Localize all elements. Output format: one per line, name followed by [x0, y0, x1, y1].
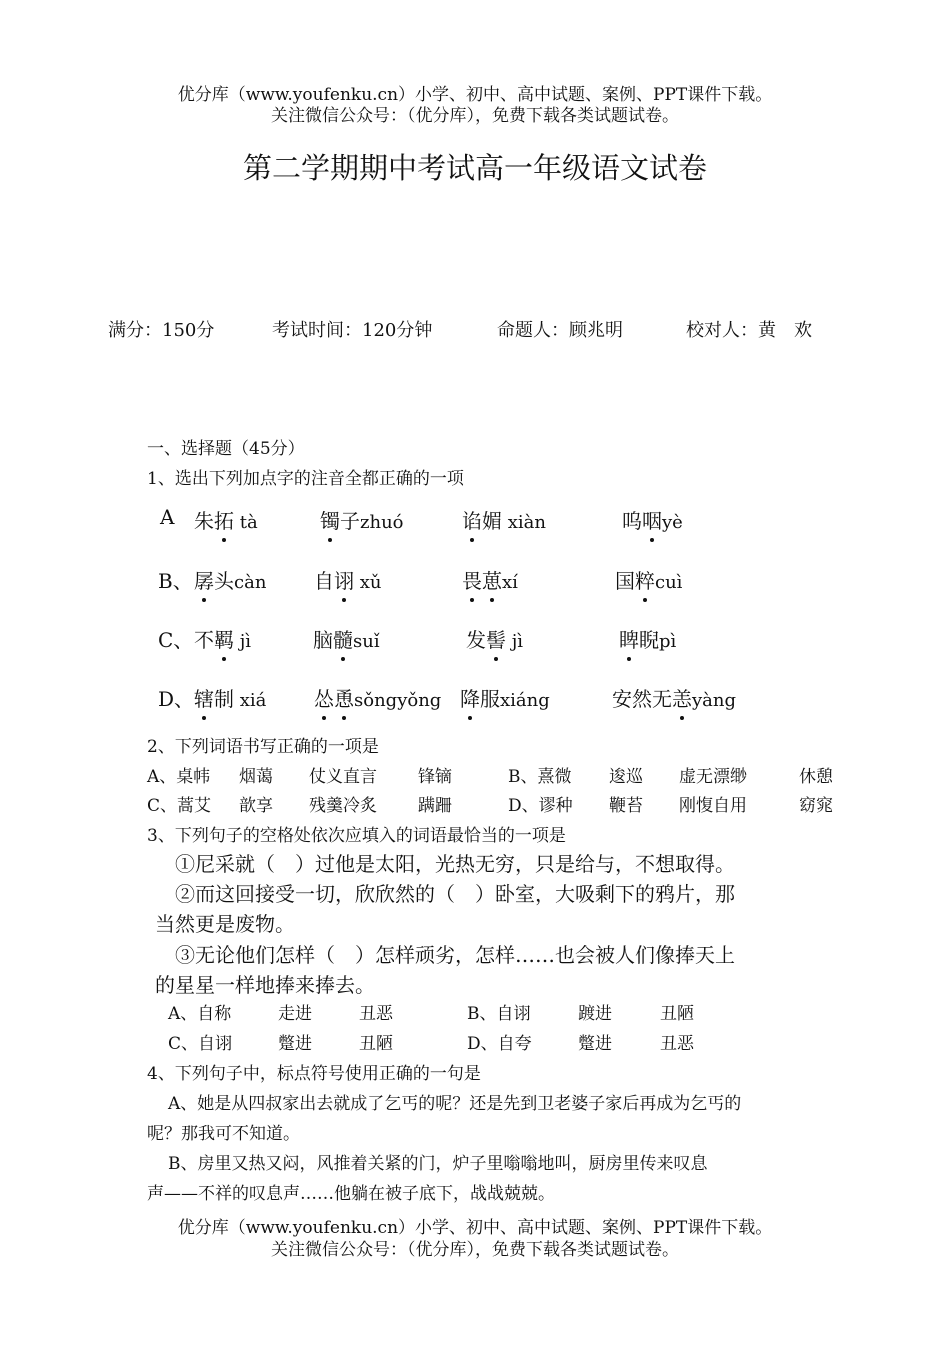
word-suffix: 子: [340, 509, 360, 533]
q3-sentence-2a: ②而这回接受一切，欣欣然的（ ）卧室，大吸剩下的鸦片，那: [175, 882, 735, 906]
dotted-character: 孱: [194, 565, 214, 594]
q3-sentence-3b: 的星星一样地捧来捧去。: [155, 973, 375, 997]
q1-stem: 1、选出下列加点字的注音全都正确的一项: [147, 469, 464, 489]
q1-word: [619, 624, 676, 653]
pinyin: xiáng: [500, 690, 550, 711]
q2-option-term: 窈窕: [799, 796, 833, 816]
q1-word: [194, 624, 251, 653]
word-suffix: 葸: [482, 565, 502, 594]
pinyin: jì: [234, 631, 252, 652]
q4-option-a-line-2: 呢？那我可不知道。: [147, 1124, 300, 1144]
pinyin: yè: [662, 512, 683, 533]
meta-score: 满分：150分: [108, 320, 215, 341]
q1-word: [460, 683, 550, 712]
q3-sentence-2b: 当然更是废物。: [155, 912, 295, 936]
pinyin: pì: [659, 631, 677, 652]
q2-stem: 2、下列词语书写正确的一项是: [147, 737, 379, 757]
footer-line-1: 优分库（www.youfenku.cn）小学、初中、高中试题、案例、PPT课件下载。: [177, 1218, 773, 1238]
q2-option-term: 蹒跚: [418, 796, 452, 816]
header-line-2: 关注微信公众号：（优分库），免费下载各类试题试卷。: [271, 106, 679, 126]
q2-option-term: 休憩: [799, 767, 833, 787]
page-title: 第二学期期中考试高一年级语文试卷: [242, 151, 707, 185]
q4-option-b-line-2: 声——不祥的叹息声……他躺在被子底下，战战兢兢。: [147, 1184, 555, 1204]
q1-word: [466, 624, 523, 653]
word-prefix: 自: [314, 569, 334, 593]
dotted-character: 羁: [214, 624, 234, 653]
q2-option-term: 锋镝: [418, 767, 452, 787]
dotted-character: 怂: [314, 683, 334, 712]
dotted-character: 睥: [619, 624, 639, 653]
q3-option-term: 走进: [278, 1004, 312, 1024]
q1-word: [194, 683, 266, 712]
dotted-character: 粹: [635, 565, 655, 594]
pinyin: zhuó: [360, 512, 404, 533]
word-suffix: 恿: [334, 683, 354, 712]
q2-option-term: B、熹微: [508, 767, 572, 787]
q2-option-term: A、桌帏: [147, 767, 211, 787]
section-heading: 一、选择题（45分）: [147, 439, 305, 459]
q2-option-term: D、谬种: [508, 796, 573, 816]
q4-option-a-line-1: A、她是从四叔家出去就成了乞丐的呢？还是先到卫老婆子家后再成为乞丐的: [168, 1094, 742, 1114]
q2-option-term: 烟蔼: [239, 767, 273, 787]
q1-word: [612, 683, 736, 712]
pinyin: yàng: [692, 690, 737, 711]
word-suffix: 头: [214, 569, 234, 593]
q1-word: [615, 565, 682, 594]
q2-option-term: 鞭苔: [609, 796, 643, 816]
q1-word: [314, 565, 381, 594]
q3-option-term: 丑陋: [660, 1004, 694, 1024]
pinyin: xǔ: [354, 572, 382, 593]
dotted-character: 咽: [642, 505, 662, 534]
dotted-character: 辖: [194, 683, 214, 712]
word-prefix: 呜: [622, 509, 642, 533]
dotted-character: 谄: [462, 505, 482, 534]
q3-sentence-3a: ③无论他们怎样（ ）怎样顽劣，怎样……也会被人们像捧天上: [175, 943, 735, 967]
pinyin: cuì: [655, 572, 683, 593]
dotted-character: 髓: [333, 624, 353, 653]
pinyin: xí: [502, 572, 518, 593]
dotted-character: 畏: [462, 565, 482, 594]
dotted-character: 拓: [214, 505, 234, 534]
q3-option-term: 蹩进: [578, 1034, 612, 1054]
q3-sentence-1: ①尼采就（ ）过他是太阳，光热无穷，只是给与，不想取得。: [175, 852, 735, 876]
q1-option-label: D、: [158, 687, 195, 711]
word-prefix: 朱: [194, 509, 214, 533]
q3-option-term: 蹩进: [278, 1034, 312, 1054]
meta-time: 考试时间：120分钟: [272, 320, 433, 341]
q3-option-term: D、自夸: [467, 1034, 532, 1054]
q1-word: [194, 505, 258, 534]
q1-option-label: B、: [158, 569, 193, 593]
pinyin: tà: [234, 512, 258, 533]
dotted-character: 髻: [486, 624, 506, 653]
q4-option-b-line-1: B、房里又热又闷，风推着关紧的门，炉子里嗡嗡地叫，厨房里传来叹息: [168, 1154, 708, 1174]
q3-option-term: 丑恶: [660, 1034, 694, 1054]
word-prefix: 安然无: [612, 687, 672, 711]
q3-option-term: A、自称: [168, 1004, 232, 1024]
q2-option-term: 逡巡: [609, 767, 643, 787]
footer-line-2: 关注微信公众号：（优分库），免费下载各类试题试卷。: [271, 1240, 679, 1260]
q1-option-label: C、: [158, 628, 194, 652]
word-prefix: 发: [466, 628, 486, 652]
pinyin: jì: [506, 631, 524, 652]
q3-option-term: 丑恶: [359, 1004, 393, 1024]
q3-option-term: 丑陋: [359, 1034, 393, 1054]
q1-word: [194, 565, 266, 594]
q4-stem: 4、下列句子中，标点符号使用正确的一句是: [147, 1064, 481, 1084]
word-suffix: 媚: [482, 509, 502, 533]
word-suffix: 睨: [639, 628, 659, 652]
q1-word: [320, 505, 404, 534]
q1-word: [314, 683, 441, 712]
dotted-character: 降: [460, 683, 480, 712]
q2-option-term: 虚无漂缈: [679, 767, 747, 787]
q2-option-term: 残羹冷炙: [309, 796, 377, 816]
q2-option-term: 歆享: [239, 796, 273, 816]
q1-word: [313, 624, 380, 653]
header-line-1: 优分库（www.youfenku.cn）小学、初中、高中试题、案例、PPT课件下载。: [177, 85, 773, 105]
dotted-character: 恙: [672, 683, 692, 712]
pinyin: xiá: [234, 690, 267, 711]
q3-option-term: B、自诩: [467, 1004, 531, 1024]
q1-word: [462, 505, 546, 534]
q3-stem: 3、下列句子的空格处依次应填入的词语最恰当的一项是: [147, 826, 566, 846]
q3-option-term: 踱进: [578, 1004, 612, 1024]
word-suffix: 制: [214, 687, 234, 711]
pinyin: càn: [234, 572, 267, 593]
word-prefix: 不: [194, 628, 214, 652]
q2-option-term: 仗义直言: [309, 767, 377, 787]
meta-author: 命题人：顾兆明: [497, 320, 623, 341]
pinyin: sǒngyǒng: [354, 690, 442, 711]
q1-option-label: A: [160, 505, 175, 529]
q2-option-term: 刚愎自用: [679, 796, 747, 816]
q1-word: [622, 505, 683, 534]
dotted-character: 诩: [334, 565, 354, 594]
pinyin: suǐ: [353, 631, 380, 652]
q3-option-term: C、自诩: [168, 1034, 233, 1054]
word-prefix: 国: [615, 569, 635, 593]
word-suffix: 服: [480, 687, 500, 711]
word-prefix: 脑: [313, 628, 333, 652]
q2-option-term: C、蒿艾: [147, 796, 212, 816]
meta-checker: 校对人：黄 欢: [686, 320, 812, 341]
q1-word: [462, 565, 518, 594]
dotted-character: 镯: [320, 505, 340, 534]
pinyin: xiàn: [502, 512, 546, 533]
